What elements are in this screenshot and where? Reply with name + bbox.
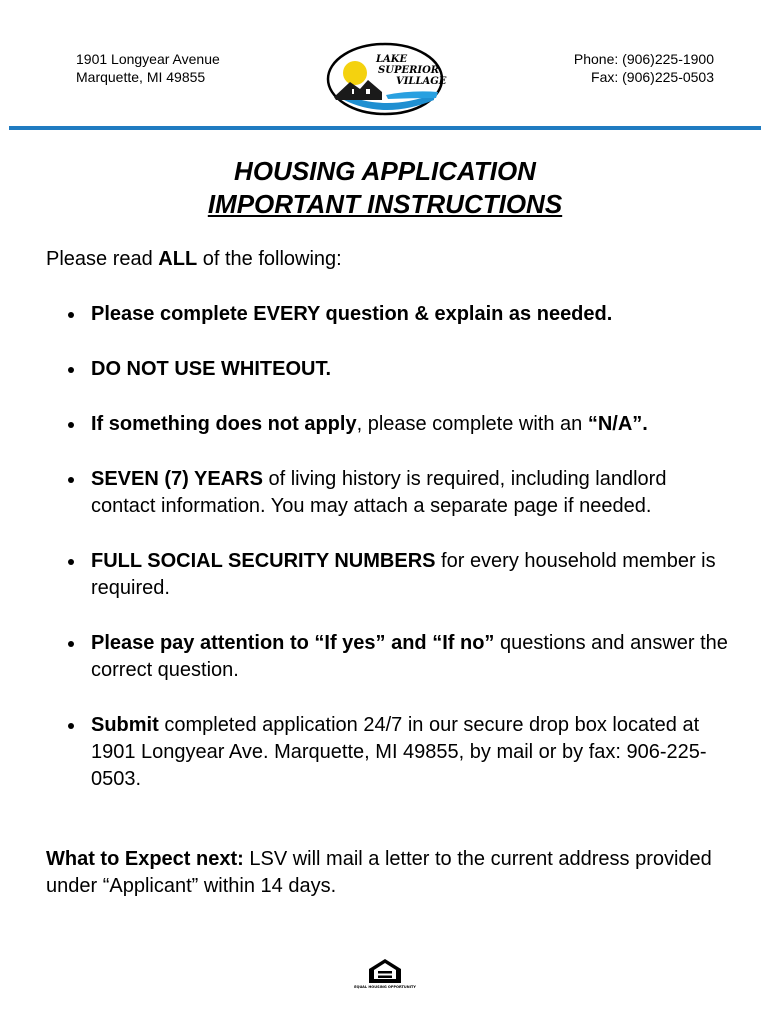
intro-text (46, 246, 736, 273)
list-item (46, 712, 736, 793)
item-bold-2: “N/A”. (587, 413, 648, 435)
next-bold: What to Expect next: (46, 848, 244, 870)
logo-text-village: VILLAGE (396, 76, 447, 87)
bullet-icon (68, 723, 74, 729)
address-line-2: Marquette, MI 49855 (76, 69, 206, 85)
item-bold: Please complete EVERY question & explain as needed. (91, 303, 613, 325)
list-item (46, 466, 736, 520)
list-item (46, 301, 736, 328)
header-address (76, 50, 220, 86)
fax-number: Fax: (906)225-0503 (591, 69, 714, 85)
instruction-list (46, 301, 736, 821)
bullet-icon (68, 559, 74, 565)
list-item (46, 411, 736, 438)
header-divider (9, 126, 761, 130)
bullet-icon (68, 312, 74, 318)
item-text: , please complete with an (356, 413, 588, 435)
eho-text: EQUAL HOUSING OPPORTUNITY (354, 985, 416, 989)
page-title (0, 155, 770, 221)
header-contact (574, 50, 714, 86)
item-bold: FULL SOCIAL SECURITY NUMBERS (91, 550, 436, 572)
item-bold: Submit (91, 714, 159, 736)
list-item (46, 548, 736, 602)
item-bold: Please pay attention to “If yes” and “If no” (91, 632, 495, 654)
item-bold: SEVEN (7) YEARS (91, 468, 263, 490)
bullet-icon (68, 422, 74, 428)
lake-superior-village-logo (326, 42, 447, 116)
title-line-2: IMPORTANT INSTRUCTIONS (207, 189, 563, 219)
title-line-1: HOUSING APPLICATION (234, 156, 536, 186)
intro-before: Please read (46, 248, 159, 270)
bullet-icon (68, 641, 74, 647)
list-item (46, 630, 736, 684)
bullet-icon (68, 367, 74, 373)
what-to-expect (46, 846, 736, 900)
equal-housing-opportunity-icon (354, 957, 416, 993)
bullet-icon (68, 477, 74, 483)
phone-number: Phone: (906)225-1900 (573, 51, 714, 67)
address-line-1: 1901 Longyear Avenue (76, 51, 220, 67)
item-text: questions and answer the correct question. (91, 632, 728, 681)
intro-bold: ALL (158, 248, 198, 270)
list-item (46, 356, 736, 383)
next-text: LSV will mail a letter to the current address provided under “Applicant” within 14 days. (46, 848, 712, 897)
item-text: completed application 24/7 in our secure drop box located at 1901 Longyear Ave. Marquette, MI 49855, by mail or by fax: 906-225-0503. (91, 714, 707, 790)
intro-after: of the following: (197, 248, 342, 270)
item-bold: DO NOT USE WHITEOUT. (91, 358, 331, 380)
logo-text-superior: SUPERIOR (378, 65, 440, 76)
item-text: for every household member is required. (91, 550, 716, 599)
item-text: of living history is required, including landlord contact information. You may attach a separate page if needed. (91, 468, 667, 517)
logo-text-lake: LAKE (376, 54, 408, 65)
item-bold: If something does not apply (91, 413, 357, 435)
